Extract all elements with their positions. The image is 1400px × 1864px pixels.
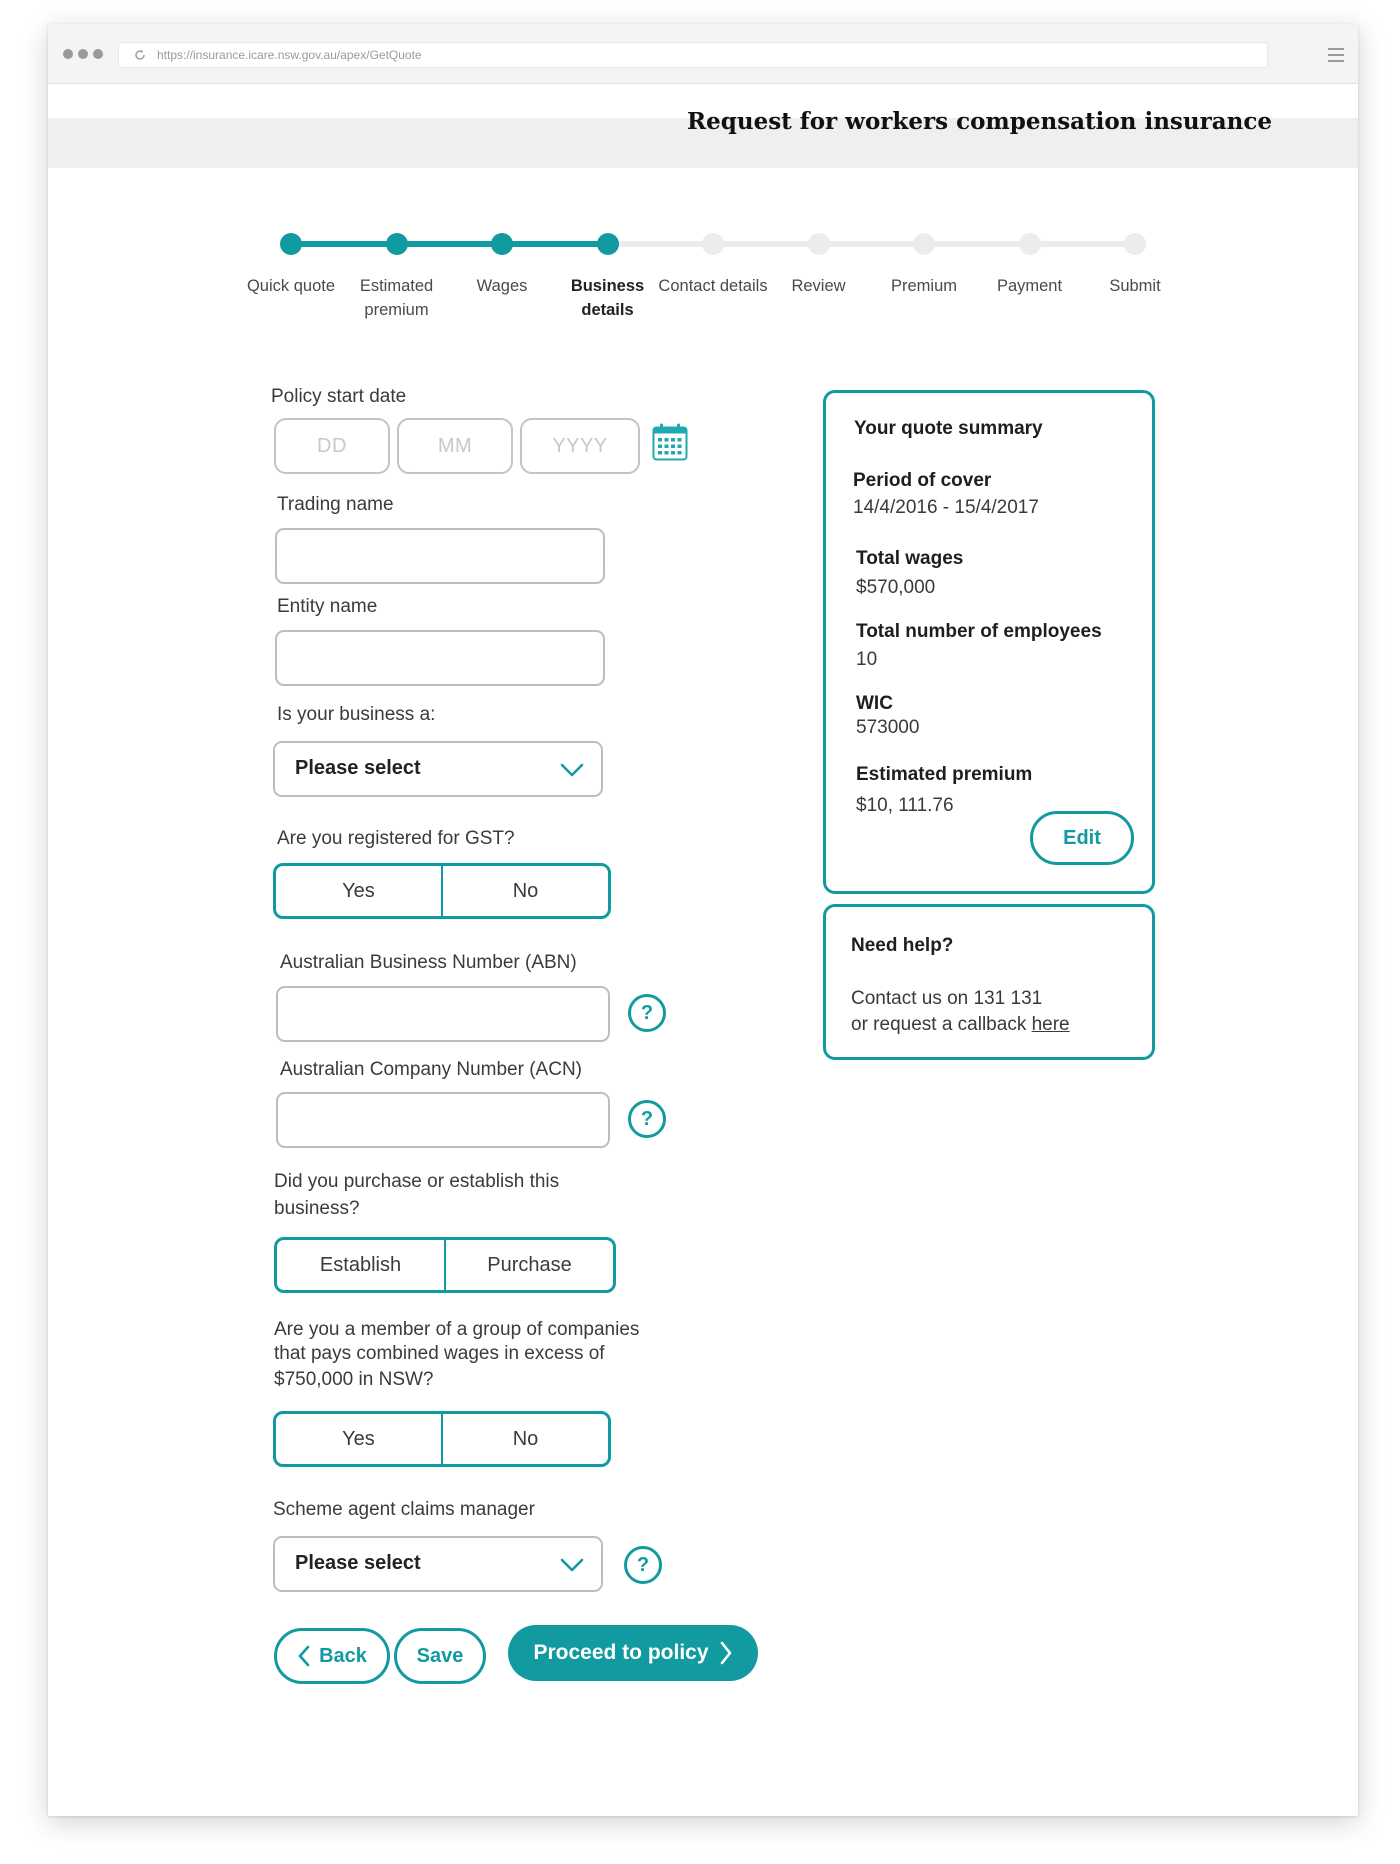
group-member-label-line3: $750,000 in NSW? — [274, 1369, 434, 1390]
browser-toolbar — [48, 24, 1358, 84]
step-label[interactable]: Payment — [996, 277, 1063, 295]
progress-fill — [291, 241, 608, 247]
chevron-left-icon — [297, 1644, 311, 1668]
callback-prefix: or request a callback — [851, 1014, 1032, 1035]
abn-label: Australian Business Number (ABN) — [280, 952, 577, 973]
year-input[interactable]: YYYY — [520, 418, 640, 474]
abn-input[interactable] — [276, 986, 610, 1042]
period-of-cover-value: 14/4/2016 - 15/4/2017 — [853, 497, 1039, 518]
step-dot — [386, 233, 408, 255]
page-title: Request for workers compensation insurance — [687, 108, 1272, 135]
calendar-icon[interactable] — [652, 423, 688, 461]
reload-icon[interactable] — [134, 49, 146, 61]
gst-toggle — [273, 863, 611, 919]
step-dot — [597, 233, 619, 255]
step-label[interactable]: Wages — [476, 277, 528, 295]
acn-input[interactable] — [276, 1092, 610, 1148]
step-label[interactable]: Submit — [1109, 277, 1161, 295]
estimated-premium-label: Estimated premium — [856, 764, 1033, 785]
day-input[interactable]: DD — [274, 418, 390, 474]
business-type-selected: Please select — [295, 757, 421, 779]
purchase-establish-label-line2: business? — [274, 1198, 360, 1219]
callback-link[interactable]: here — [1031, 1014, 1070, 1035]
step-label[interactable]: Business details — [570, 277, 645, 319]
total-wages-value: $570,000 — [856, 577, 936, 598]
chevron-right-icon — [719, 1640, 733, 1666]
acn-help-icon[interactable]: ? — [628, 1100, 666, 1138]
contact-phone-text: Contact us on 131 131 — [851, 988, 1043, 1009]
url-text: https://insurance.icare.nsw.gov.au/apex/GetQuote — [157, 48, 422, 62]
trading-name-label: Trading name — [277, 494, 394, 515]
back-button[interactable] — [274, 1628, 390, 1684]
group-member-yes-option[interactable]: Yes — [342, 1427, 375, 1450]
estimated-premium-value: $10, 111.76 — [856, 795, 954, 816]
scheme-agent-help-icon[interactable]: ? — [624, 1546, 662, 1584]
step-label[interactable]: Quick quote — [246, 277, 336, 295]
quote-summary-title: Your quote summary — [854, 418, 1043, 439]
purchase-establish-toggle — [274, 1237, 616, 1293]
step-dot — [1019, 233, 1041, 255]
business-type-select[interactable] — [273, 741, 603, 797]
scheme-agent-label: Scheme agent claims manager — [273, 1499, 535, 1520]
group-member-label-line1: Are you a member of a group of companies — [274, 1319, 640, 1340]
proceed-to-policy-button[interactable] — [508, 1625, 758, 1681]
business-type-label: Is your business a: — [277, 704, 436, 725]
wic-value: 573000 — [856, 717, 920, 738]
abn-help-icon[interactable]: ? — [628, 994, 666, 1032]
back-button-label: Back — [319, 1644, 367, 1667]
gst-yes-option[interactable]: Yes — [342, 879, 375, 902]
edit-button[interactable] — [1030, 811, 1134, 865]
menu-icon[interactable] — [1328, 48, 1344, 62]
establish-option[interactable]: Establish — [319, 1253, 402, 1276]
trading-name-input[interactable] — [275, 528, 605, 584]
period-of-cover-label: Period of cover — [853, 470, 992, 491]
policy-start-date-label: Policy start date — [271, 386, 407, 407]
step-dot — [491, 233, 513, 255]
step-label[interactable]: Premium — [890, 277, 957, 295]
proceed-button-label: Proceed to policy — [533, 1641, 709, 1664]
step-dot — [913, 233, 935, 255]
group-member-label-line2: that pays combined wages in excess of — [274, 1343, 605, 1364]
step-dot — [280, 233, 302, 255]
window-controls — [63, 49, 103, 59]
quote-summary-card — [823, 390, 1155, 894]
purchase-option[interactable]: Purchase — [444, 1240, 613, 1290]
total-employees-value: 10 — [856, 649, 878, 670]
step-dot — [702, 233, 724, 255]
total-employees-label: Total number of employees — [856, 621, 1102, 642]
group-member-no-option[interactable]: No — [441, 1414, 608, 1464]
gst-label: Are you registered for GST? — [277, 828, 515, 849]
chevron-down-icon — [559, 1552, 585, 1578]
edit-button-label: Edit — [1063, 826, 1101, 849]
group-member-toggle — [273, 1411, 611, 1467]
acn-label: Australian Company Number (ACN) — [280, 1059, 582, 1080]
window-dot-close[interactable] — [63, 49, 73, 59]
step-label[interactable]: Contact details — [658, 277, 768, 295]
window-dot-maximize[interactable] — [93, 49, 103, 59]
chevron-down-icon — [559, 757, 585, 783]
step-label[interactable]: Review — [791, 277, 846, 295]
address-bar[interactable] — [118, 42, 1268, 68]
gst-no-option[interactable]: No — [441, 866, 608, 916]
purchase-establish-label-line1: Did you purchase or establish this — [274, 1171, 560, 1192]
entity-name-label: Entity name — [277, 596, 378, 617]
scheme-agent-selected: Please select — [295, 1552, 421, 1574]
step-dot — [808, 233, 830, 255]
need-help-title: Need help? — [851, 935, 954, 956]
save-button[interactable] — [394, 1628, 486, 1684]
step-dot — [1124, 233, 1146, 255]
browser-window — [48, 24, 1358, 1816]
save-button-label: Save — [416, 1644, 464, 1667]
step-label[interactable]: Estimated premium — [359, 277, 434, 319]
month-input[interactable]: MM — [397, 418, 513, 474]
need-help-card — [823, 904, 1155, 1060]
window-dot-minimize[interactable] — [78, 49, 88, 59]
callback-text — [851, 1014, 1070, 1036]
scheme-agent-select[interactable] — [273, 1536, 603, 1592]
wic-label: WIC — [856, 693, 893, 714]
entity-name-input[interactable] — [275, 630, 605, 686]
total-wages-label: Total wages — [856, 548, 964, 569]
